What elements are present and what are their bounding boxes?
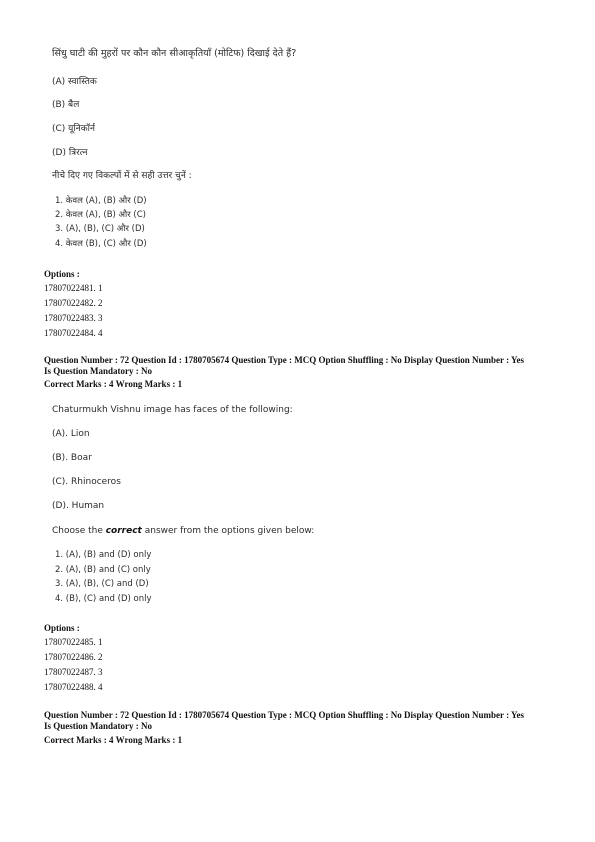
option-id-3: 17807022487. 3 [44, 667, 103, 677]
answer-1: 1. केवल (A), (B) और (D) [55, 196, 147, 206]
question-text: Chaturmukh Vishnu image has faces of the following: [52, 405, 293, 415]
question-meta-line2: Is Question Mandatory : No [44, 366, 153, 376]
option-id-4: 17807022484. 4 [44, 328, 103, 338]
instruction-pre: Choose the [52, 526, 106, 536]
option-id-3: 17807022483. 3 [44, 313, 103, 323]
answer-4: 4. केवल (B), (C) और (D) [55, 239, 147, 249]
question-meta-line1: Question Number : 72 Question Id : 1780705674 Question Type : MCQ Option Shuffling : No Display Question Number : Yes [44, 710, 525, 720]
option-id-2: 17807022486. 2 [44, 652, 103, 662]
choice-a: (A) स्वास्तिक [52, 77, 97, 87]
choice-a: (A). Lion [52, 429, 90, 439]
choice-c: (C) यूनिकॉर्न [52, 124, 95, 134]
choice-c: (C). Rhinoceros [52, 477, 121, 487]
answer-2: 2. (A), (B) and (C) only [55, 565, 151, 575]
instruction-emphasis: correct [105, 526, 142, 536]
options-label: Options : [44, 269, 80, 279]
question-meta-line2: Is Question Mandatory : No [44, 721, 153, 731]
instruction-text [52, 525, 314, 537]
choice-b: (B) बैल [52, 100, 80, 110]
answer-2: 2. केवल (A), (B) और (C) [55, 210, 146, 220]
answer-1: 1. (A), (B) and (D) only [55, 550, 152, 560]
question-marks: Correct Marks : 4 Wrong Marks : 1 [44, 379, 183, 389]
options-label: Options : [44, 623, 80, 633]
question-marks: Correct Marks : 4 Wrong Marks : 1 [44, 735, 183, 745]
answer-4: 4. (B), (C) and (D) only [55, 594, 152, 604]
answer-3: 3. (A), (B), (C) और (D) [55, 224, 145, 234]
answer-3: 3. (A), (B), (C) and (D) [55, 579, 149, 589]
instruction-text: नीचे दिए गए विकल्पों में से सही उत्तर चुनें : [52, 171, 192, 181]
choice-b: (B). Boar [52, 453, 92, 463]
option-id-1: 17807022485. 1 [44, 637, 103, 647]
option-id-4: 17807022488. 4 [44, 682, 103, 692]
choice-d: (D). Human [52, 501, 105, 511]
option-id-2: 17807022482. 2 [44, 298, 103, 308]
question-text: सिंधु घाटी की मुहरों पर कौन कौन सीआकृतियाँ (मोटिफ) दिखाई देते हैं? [52, 48, 297, 59]
choice-d: (D) त्रिरत्न [52, 148, 88, 158]
option-id-1: 17807022481. 1 [44, 283, 103, 293]
question-meta-line1: Question Number : 72 Question Id : 1780705674 Question Type : MCQ Option Shuffling : No Display Question Number : Yes [44, 355, 525, 365]
instruction-post: answer from the options given below: [141, 526, 315, 536]
